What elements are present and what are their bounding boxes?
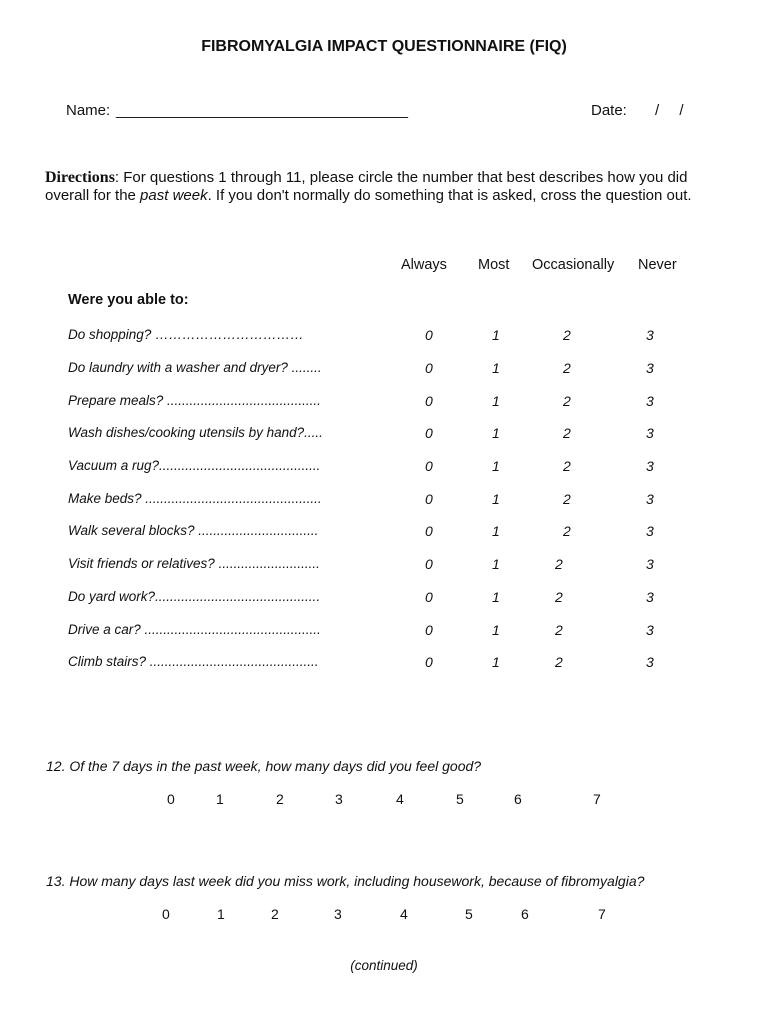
question-6-option-0[interactable]: 0 xyxy=(425,491,433,507)
question-11-option-2[interactable]: 2 xyxy=(555,654,563,670)
q12-scale-option-2[interactable]: 2 xyxy=(276,791,284,807)
question-9-option-1[interactable]: 1 xyxy=(492,589,500,605)
question-1-option-0[interactable]: 0 xyxy=(425,327,433,343)
question-10-option-0[interactable]: 0 xyxy=(425,622,433,638)
question-4-option-1[interactable]: 1 xyxy=(492,425,500,441)
question-1-label: Do shopping? …………………………… xyxy=(68,327,304,342)
question-6-option-3[interactable]: 3 xyxy=(646,491,654,507)
column-header-always: Always xyxy=(401,257,447,273)
question-5-option-0[interactable]: 0 xyxy=(425,458,433,474)
question-11-label: Climb stairs? ............................................. xyxy=(68,654,319,669)
question-13: 13. How many days last week did you miss work, including housework, because of fibromyalgia? xyxy=(46,873,645,889)
q13-scale-option-6[interactable]: 6 xyxy=(521,906,529,922)
question-11-option-1[interactable]: 1 xyxy=(492,654,500,670)
column-header-never: Never xyxy=(638,257,677,273)
question-7-label: Walk several blocks? ................................ xyxy=(68,523,319,538)
question-9-option-0[interactable]: 0 xyxy=(425,589,433,605)
question-2-option-1[interactable]: 1 xyxy=(492,360,500,376)
question-6-option-1[interactable]: 1 xyxy=(492,491,500,507)
question-6-option-2[interactable]: 2 xyxy=(563,491,571,507)
form-title: FIBROMYALGIA IMPACT QUESTIONNAIRE (FIQ) xyxy=(201,38,567,55)
question-2-option-2[interactable]: 2 xyxy=(563,360,571,376)
question-8-option-1[interactable]: 1 xyxy=(492,556,500,572)
question-8-option-0[interactable]: 0 xyxy=(425,556,433,572)
question-11-option-0[interactable]: 0 xyxy=(425,654,433,670)
question-1-option-1[interactable]: 1 xyxy=(492,327,500,343)
q13-scale-option-4[interactable]: 4 xyxy=(400,906,408,922)
question-7-option-0[interactable]: 0 xyxy=(425,523,433,539)
question-7-option-2[interactable]: 2 xyxy=(563,523,571,539)
question-4-label: Wash dishes/cooking utensils by hand?..... xyxy=(68,425,323,440)
question-2-option-0[interactable]: 0 xyxy=(425,360,433,376)
question-8-option-3[interactable]: 3 xyxy=(646,556,654,572)
q13-scale-option-5[interactable]: 5 xyxy=(465,906,473,922)
q13-scale-option-2[interactable]: 2 xyxy=(271,906,279,922)
date-label: Date: xyxy=(591,102,627,119)
question-9-label: Do yard work?............................................ xyxy=(68,589,321,604)
question-6-label: Make beds? ............................................... xyxy=(68,491,322,506)
question-4-option-2[interactable]: 2 xyxy=(563,425,571,441)
question-1-option-2[interactable]: 2 xyxy=(563,327,571,343)
q12-scale-option-5[interactable]: 5 xyxy=(456,791,464,807)
name-label: Name: xyxy=(66,102,111,119)
question-2-option-3[interactable]: 3 xyxy=(646,360,654,376)
question-3-option-1[interactable]: 1 xyxy=(492,393,500,409)
q13-scale-option-3[interactable]: 3 xyxy=(334,906,342,922)
question-2-label: Do laundry with a washer and dryer? ........ xyxy=(68,360,322,375)
question-4-option-3[interactable]: 3 xyxy=(646,425,654,441)
question-10-option-2[interactable]: 2 xyxy=(555,622,563,638)
question-5-option-1[interactable]: 1 xyxy=(492,458,500,474)
q12-scale-option-3[interactable]: 3 xyxy=(335,791,343,807)
question-5-label: Vacuum a rug?........................................... xyxy=(68,458,321,473)
q13-scale-option-1[interactable]: 1 xyxy=(217,906,225,922)
question-5-option-2[interactable]: 2 xyxy=(563,458,571,474)
question-3-option-3[interactable]: 3 xyxy=(646,393,654,409)
question-10-label: Drive a car? ............................................... xyxy=(68,622,321,637)
name-field[interactable]: ___________________________________ xyxy=(116,102,408,119)
question-9-option-2[interactable]: 2 xyxy=(555,589,563,605)
q12-scale-option-7[interactable]: 7 xyxy=(593,791,601,807)
question-12: 12. Of the 7 days in the past week, how many days did you feel good? xyxy=(46,758,482,774)
directions-emphasis: past week xyxy=(140,187,208,204)
question-3-label: Prepare meals? ......................................... xyxy=(68,393,321,408)
continued-note: (continued) xyxy=(350,958,418,973)
question-4-option-0[interactable]: 0 xyxy=(425,425,433,441)
able-to-heading: Were you able to: xyxy=(68,292,189,308)
q12-scale-option-1[interactable]: 1 xyxy=(216,791,224,807)
q13-scale-option-7[interactable]: 7 xyxy=(598,906,606,922)
directions-paragraph xyxy=(45,169,735,205)
directions-label: Directions xyxy=(45,169,115,186)
question-10-option-1[interactable]: 1 xyxy=(492,622,500,638)
q13-scale-option-0[interactable]: 0 xyxy=(162,906,170,922)
question-7-option-1[interactable]: 1 xyxy=(492,523,500,539)
directions-text-end: . If you don't normally do something that is asked, cross the question out. xyxy=(207,187,692,204)
question-8-option-2[interactable]: 2 xyxy=(555,556,563,572)
directions-text: : For questions 1 through 11, please circle the number that best describes how you did overall for the xyxy=(45,169,688,204)
question-8-label: Visit friends or relatives? ........................... xyxy=(68,556,320,571)
q12-scale-option-6[interactable]: 6 xyxy=(514,791,522,807)
question-1-option-3[interactable]: 3 xyxy=(646,327,654,343)
date-field[interactable]: / / xyxy=(655,102,684,119)
question-10-option-3[interactable]: 3 xyxy=(646,622,654,638)
q12-scale-option-0[interactable]: 0 xyxy=(167,791,175,807)
question-7-option-3[interactable]: 3 xyxy=(646,523,654,539)
question-11-option-3[interactable]: 3 xyxy=(646,654,654,670)
q12-scale-option-4[interactable]: 4 xyxy=(396,791,404,807)
question-3-option-0[interactable]: 0 xyxy=(425,393,433,409)
column-header-most: Most xyxy=(478,257,510,273)
question-5-option-3[interactable]: 3 xyxy=(646,458,654,474)
question-3-option-2[interactable]: 2 xyxy=(563,393,571,409)
column-header-occasionally: Occasionally xyxy=(532,257,615,273)
question-9-option-3[interactable]: 3 xyxy=(646,589,654,605)
